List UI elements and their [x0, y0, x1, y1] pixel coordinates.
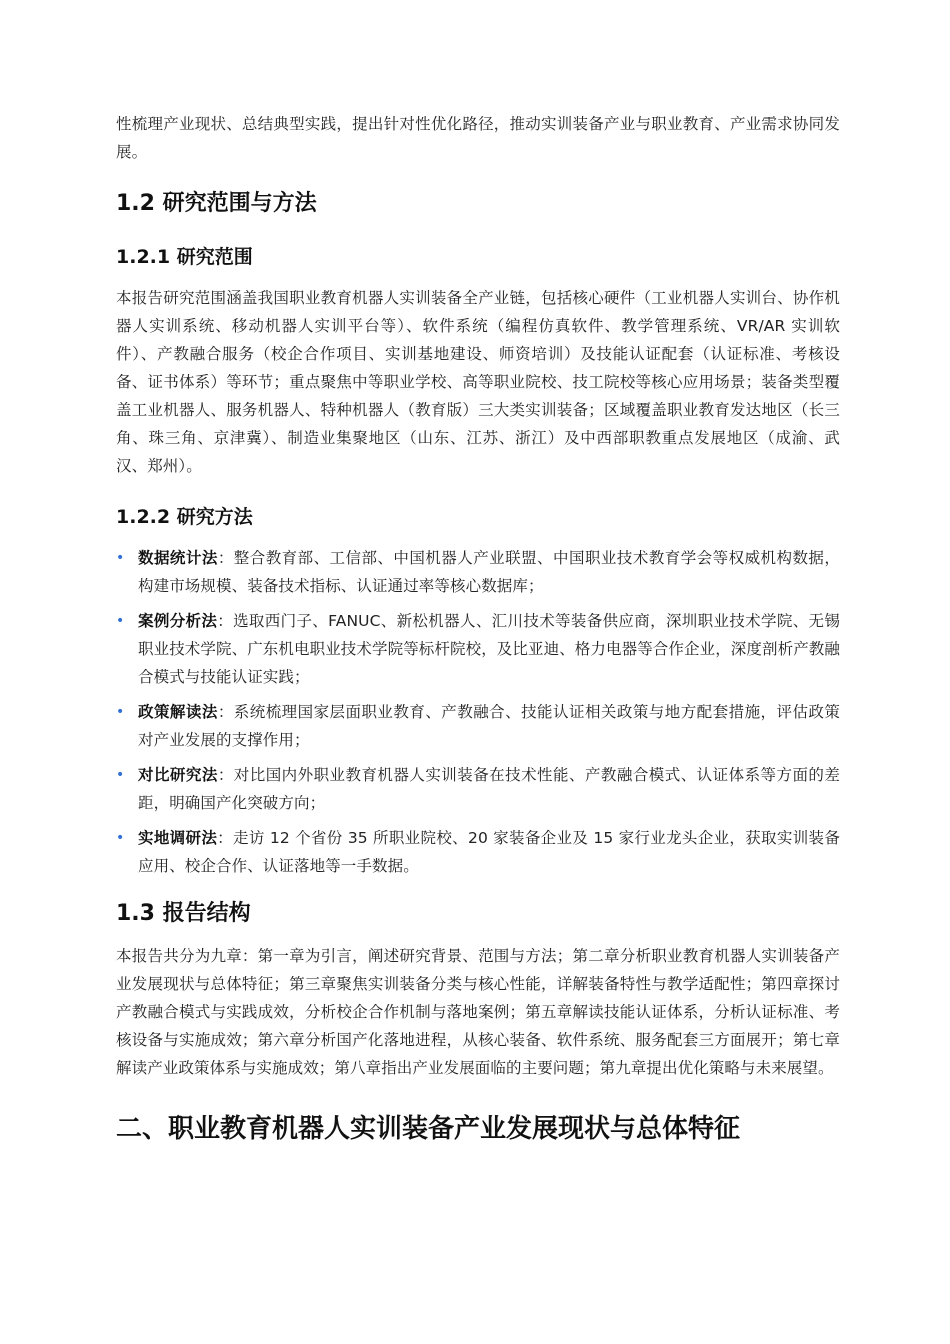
- list-item: [116, 607, 840, 691]
- section-heading-1-2: 1.2 研究范围与方法: [116, 191, 317, 216]
- chapter-2-heading: 二、职业教育机器人实训装备产业发展现状与总体特征: [116, 1114, 741, 1144]
- subsection-heading-1-2-2: 1.2.2 研究方法: [116, 506, 253, 528]
- method-term: 数据统计法: [138, 549, 218, 567]
- list-item: [116, 824, 840, 880]
- scope-paragraph: 本报告研究范围涵盖我国职业教育机器人实训装备全产业链，包括核心硬件（工业机器人实训台、协作机器人实训系统、移动机器人实训平台等）、软件系统（编程仿真软件、教学管理系统、VR/AR 实训软件）、产教融合服务（校企合作项目、实训基地建设、师资培训）及技能认证配套（认证标准、考核设备、证书体系）等环节；重点聚焦中等职业学校、高等职业院校、技工院校等核心应用场景；装备类型覆盖工业机器人、服务机器人、特种机器人（教育版）三大类实训装备；区域覆盖职业教育发达地区（长三角、珠三角、京津冀）、制造业集聚地区（山东、江苏、浙江）及中西部职教重点发展地区（成渝、武汉、郑州）。: [116, 289, 840, 475]
- method-term: 案例分析法: [138, 612, 218, 630]
- bullet-icon: •: [116, 550, 125, 566]
- method-term: 对比研究法: [138, 766, 218, 784]
- bullet-icon: •: [116, 767, 125, 783]
- method-description: ：系统梳理国家层面职业教育、产教融合、技能认证相关政策与地方配套措施，评估政策对产业发展的支撑作用；: [138, 703, 840, 749]
- structure-paragraph: 本报告共分为九章：第一章为引言，阐述研究背景、范围与方法；第二章分析职业教育机器人实训装备产业发展现状与总体特征；第三章聚焦实训装备分类与核心性能，详解装备特性与教学适配性；第四章探讨产教融合模式与实践成效，分析校企合作机制与落地案例；第五章解读技能认证体系，分析认证标准、考核设备与实施成效；第六章分析国产化落地进程，从核心装备、软件系统、服务配套三方面展开；第七章解读产业政策体系与实施成效；第八章指出产业发展面临的主要问题；第九章提出优化策略与未来展望。: [116, 947, 840, 1077]
- list-item: [116, 544, 840, 600]
- list-item: [116, 698, 840, 754]
- section-heading-1-3: 1.3 报告结构: [116, 901, 251, 926]
- method-term: 政策解读法: [138, 703, 218, 721]
- document-page: [116, 110, 840, 1148]
- method-description: ：整合教育部、工信部、中国机器人产业联盟、中国职业技术教育学会等权威机构数据，构建市场规模、装备技术指标、认证通过率等核心数据库；: [138, 549, 840, 595]
- bullet-icon: •: [116, 613, 125, 629]
- list-item: [116, 761, 840, 817]
- method-description: ：选取西门子、FANUC、新松机器人、汇川技术等装备供应商，深圳职业技术学院、无锡职业技术学院、广东机电职业技术学院等标杆院校，及比亚迪、格力电器等合作企业，深度剖析产教融合模式与技能认证实践；: [138, 612, 841, 686]
- bullet-icon: •: [116, 830, 125, 846]
- bullet-icon: •: [116, 704, 125, 720]
- methods-list: [116, 544, 840, 880]
- method-description: ：走访 12 个省份 35 所职业院校、20 家装备企业及 15 家行业龙头企业，获取实训装备应用、校企合作、认证落地等一手数据。: [138, 829, 840, 875]
- method-term: 实地调研法: [138, 829, 218, 847]
- subsection-heading-1-2-1: 1.2.1 研究范围: [116, 246, 253, 268]
- intro-paragraph-tail: 性梳理产业现状、总结典型实践，提出针对性优化路径，推动实训装备产业与职业教育、产业需求协同发展。: [116, 115, 840, 161]
- method-description: ：对比国内外职业教育机器人实训装备在技术性能、产教融合模式、认证体系等方面的差距，明确国产化突破方向；: [138, 766, 840, 812]
